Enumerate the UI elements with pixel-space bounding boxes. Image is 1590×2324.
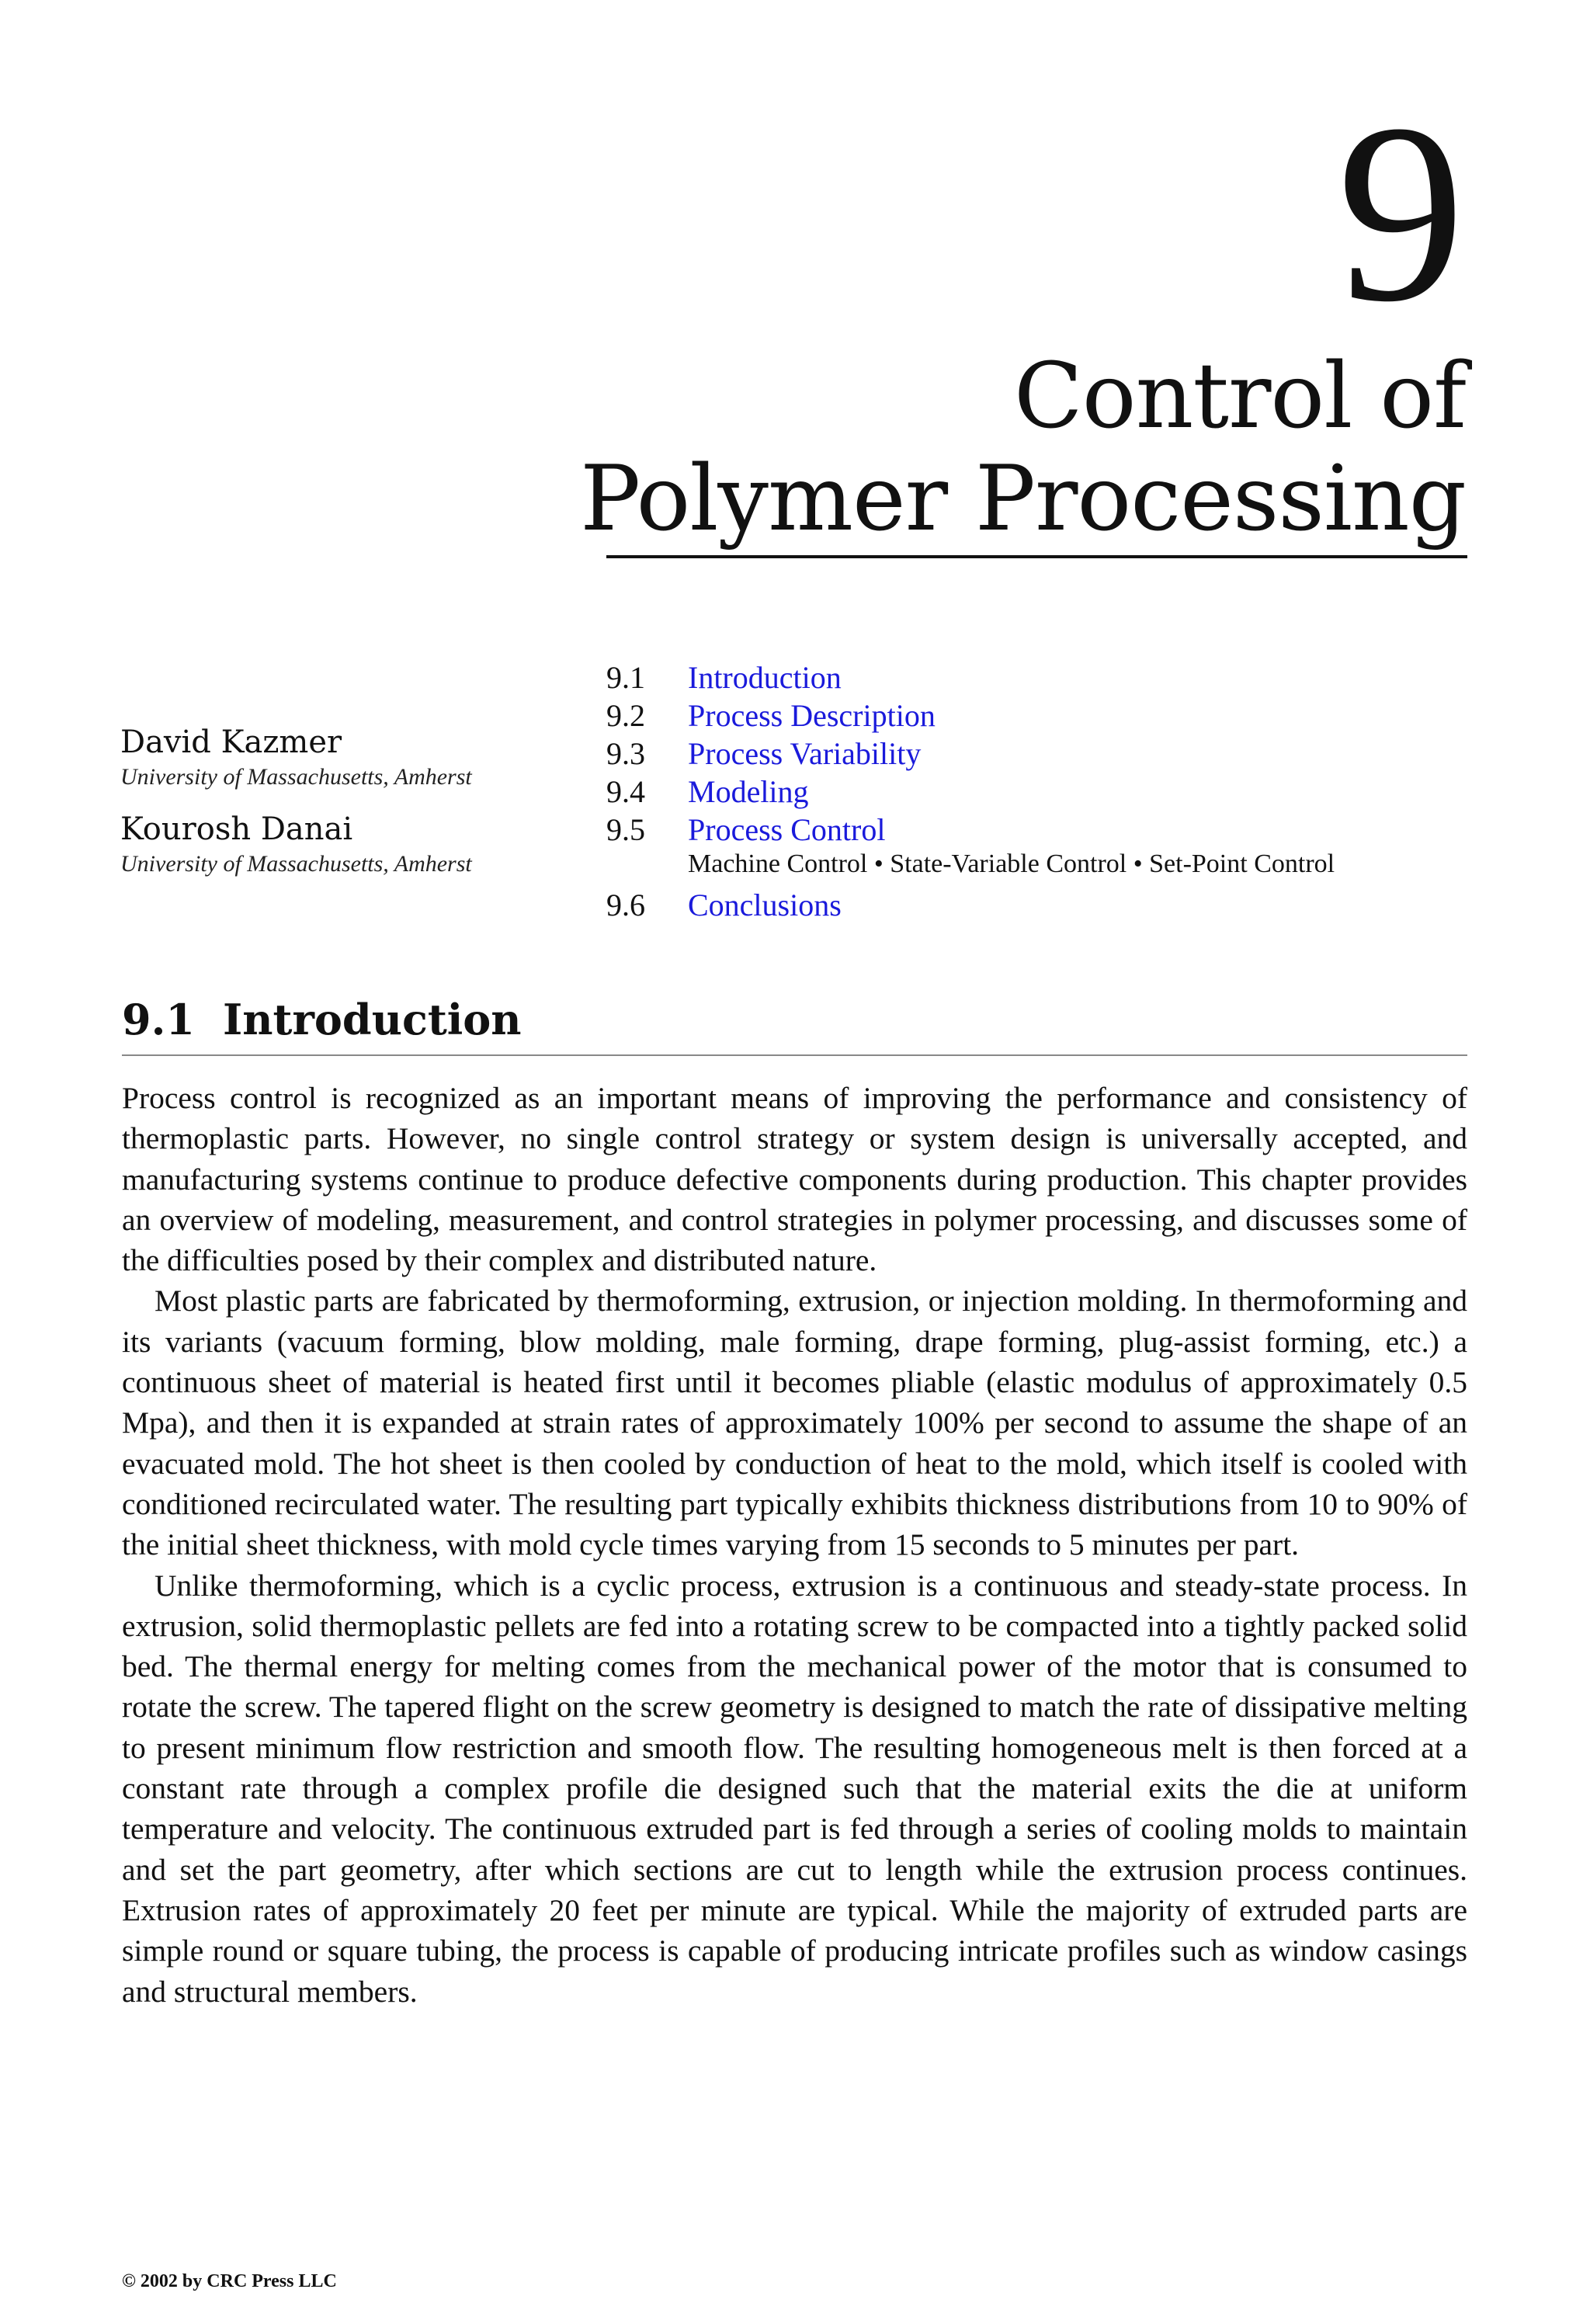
toc-entry (606, 735, 1468, 773)
toc-number: 9.5 (606, 812, 645, 847)
body-text (122, 1078, 1467, 2012)
toc-entry (606, 658, 1468, 697)
author-list (120, 722, 555, 896)
author (120, 809, 555, 879)
toc-link-modeling[interactable]: Modeling (688, 774, 809, 809)
author (120, 722, 555, 792)
toc-number: 9.4 (606, 774, 645, 809)
copyright-notice: © 2002 by CRC Press LLC (122, 2271, 337, 2291)
section-number: 9.1 (122, 995, 195, 1044)
toc-number: 9.3 (606, 736, 645, 771)
toc-subtopics: Machine Control • State-Variable Control • Set-Point Control (688, 849, 1335, 878)
author-name: Kourosh Danai (120, 811, 353, 847)
chapter-title-line-1: Control of (1014, 344, 1466, 449)
chapter-title (580, 346, 1466, 551)
paragraph: Unlike thermoforming, which is a cyclic process, extrusion is a continuous and steady-state process. In extrusion, solid thermoplastic pellets are fed into a rotating screw to be compacted into a tightly packed solid bed. The thermal energy for melting comes from the mechanical power of the motor that is consumed to rotate the screw. The tapered flight on the screw geometry is designed to match the rate of dissipative melting to present minimum flow restriction and smooth flow. The resulting homogeneous melt is then forced at a constant rate through a complex profile die designed such that the material exits the die at uniform temperature and velocity. The continuous extruded part is fed through a series of cooling molds to maintain and set the part geometry, after which sections are cut to length while the extrusion process continues. Extrusion rates of approximately 20 feet per minute are typical. While the majority of extruded parts are simple round or square tubing, the process is capable of producing intricate profiles such as window casings and structural members. (122, 1568, 1467, 2009)
paragraph: Most plastic parts are fabricated by thermoforming, extrusion, or injection molding. In thermoforming and its variants (vacuum forming, blow molding, male forming, drape forming, plug-assist forming, etc.) a continuous sheet of material is heated first until it becomes pliable (elastic modulus of approximately 0.5 Mpa), and then it is expanded at strain rates of approximately 100% per second to assume the shape of an evacuated mold. The hot sheet is then cooled by conduction of heat to the mold, which itself is cooled with conditioned recirculated water. The resulting part typically exhibits thickness distributions from 10 to 90% of the initial sheet thickness, with mold cycle times varying from 15 seconds to 5 minutes per part. (122, 1284, 1467, 1562)
table-of-contents (606, 658, 1468, 924)
toc-entry (606, 773, 1468, 811)
section-rule (122, 1054, 1467, 1056)
toc-link-conclusions[interactable]: Conclusions (688, 888, 842, 922)
section-title: Introduction (223, 995, 522, 1044)
chapter-title-line-2: Polymer Processing (580, 446, 1466, 551)
toc-link-process-control[interactable]: Process Control (688, 812, 886, 847)
toc-link-introduction[interactable]: Introduction (688, 660, 842, 695)
chapter-number: 9 (1337, 71, 1462, 355)
toc-entry (606, 811, 1468, 849)
toc-entry (606, 697, 1468, 735)
title-rule (606, 555, 1467, 558)
toc-link-process-variability[interactable]: Process Variability (688, 736, 922, 771)
toc-number: 9.6 (606, 888, 645, 922)
toc-number: 9.2 (606, 698, 645, 733)
paragraph: Process control is recognized as an important means of improving the performance and consistency of thermoplastic parts. However, no single control strategy or system design is universally accepted, and manufacturing systems continue to produce defective components during production. This chapter provides an overview of modeling, measurement, and control strategies in polymer processing, and discusses some of the difficulties posed by their complex and distributed nature. (122, 1081, 1467, 1278)
toc-entry (606, 886, 1468, 924)
toc-link-process-description[interactable]: Process Description (688, 698, 936, 733)
section-heading (122, 992, 522, 1047)
author-affiliation: University of Massachusetts, Amherst (120, 851, 472, 877)
toc-number: 9.1 (606, 660, 645, 695)
author-affiliation: University of Massachusetts, Amherst (120, 764, 472, 790)
author-name: David Kazmer (120, 724, 342, 760)
